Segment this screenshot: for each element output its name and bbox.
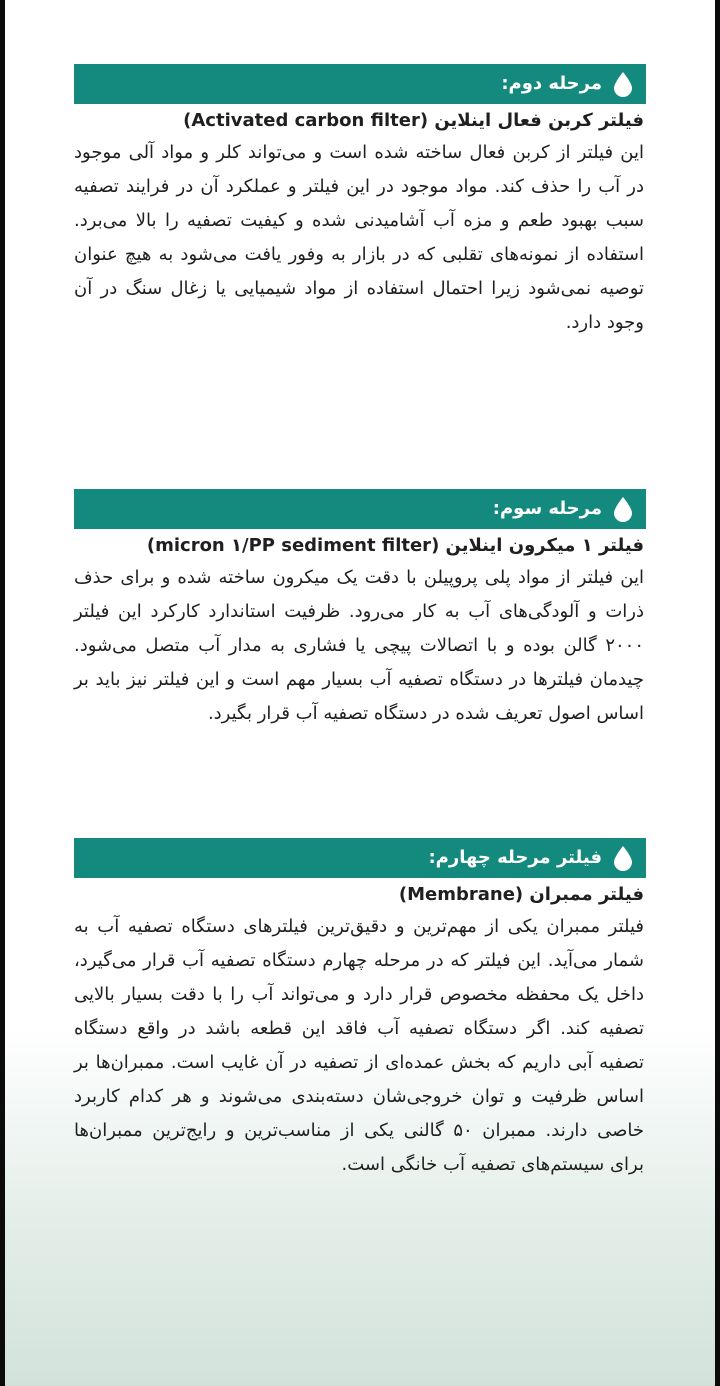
- stage-3-heading: مرحله سوم:: [492, 498, 602, 519]
- stage-3-body: این فیلتر از مواد پلی پروپیلن با دقت یک میکرون ساخته شده و برای حذف ذرات و آلودگی‌های آب به کار می‌رود. ظرفیت استاندارد کارکرد این فیلتر ۲۰۰۰ گالن بوده و با اتصالات پیچی یا فشاری به مدار آب متصل می‌شود. چیدمان فیلترها در دستگاه تصفیه آب بسیار مهم است و این فیلتر نیز باید بر اساس اصول تعریف شده در دستگاه تصفیه آب قرار بگیرد.: [74, 567, 644, 724]
- stage-4-heading: فیلتر مرحله چهارم:: [428, 847, 602, 868]
- water-drop-icon: [612, 71, 634, 97]
- left-frame-edge: [0, 0, 5, 1386]
- stage-2-body: این فیلتر از کربن فعال ساخته شده است و می‌تواند کلر و مواد آلی موجود در آب را حذف کند. مواد موجود در این فیلتر و عملکرد آن در فرایند تصفیه سبب بهبود طعم و مزه آب آشامیدنی شده و کیفیت تصفیه را بالا می‌برد. استفاده از نمونه‌های تقلبی که در بازار به وفور یافت می‌شود به هیچ عنوان توصیه نمی‌شود زیرا احتمال استفاده از مواد شیمیایی یا زغال سنگ در آن وجود دارد.: [74, 142, 644, 333]
- stage-2-section: [74, 64, 646, 340]
- stage-4-subtitle: فیلتر ممبران (Membrane): [398, 884, 644, 905]
- stage-4-body: فیلتر ممبران یکی از مهم‌ترین و دقیق‌ترین فیلترهای دستگاه تصفیه آب به شمار می‌آید. این فیلتر که در مرحله چهارم دستگاه تصفیه آب قرار می‌گیرد، داخل یک محفظه مخصوص قرار دارد و می‌تواند آب را با دقت بسیار بالایی تصفیه کند. اگر دستگاه تصفیه آب فاقد این قطعه باشد در واقع دستگاه تصفیه آبی داریم که بخش عمده‌ای از تصفیه در آن غایب است. ممبران‌ها بر اساس ظرفیت و توان خروجی‌شان دسته‌بندی می‌شوند و هر کدام کاربرد خاصی دارند. ممبران ۵۰ گالنی یکی از مناسب‌ترین و رایج‌ترین ممبران‌ها برای سیستم‌های تصفیه آب خانگی است.: [74, 916, 644, 1175]
- stage-3-section: [74, 489, 646, 731]
- stage-4-header-bar: [74, 838, 646, 878]
- stage-2-header-bar: [74, 64, 646, 104]
- stage-4-section: [74, 838, 646, 1182]
- water-drop-icon: [612, 496, 634, 522]
- stage-3-header-bar: [74, 489, 646, 529]
- stage-3-subtitle: فیلتر ۱ میکرون اینلاین (micron ۱/PP sediment filter): [146, 535, 644, 556]
- stage-2-heading: مرحله دوم:: [501, 73, 602, 94]
- right-frame-edge: [715, 0, 720, 1386]
- water-drop-icon: [612, 845, 634, 871]
- stage-2-subtitle: فیلتر کربن فعال اینلاین (Activated carbon filter): [183, 110, 644, 131]
